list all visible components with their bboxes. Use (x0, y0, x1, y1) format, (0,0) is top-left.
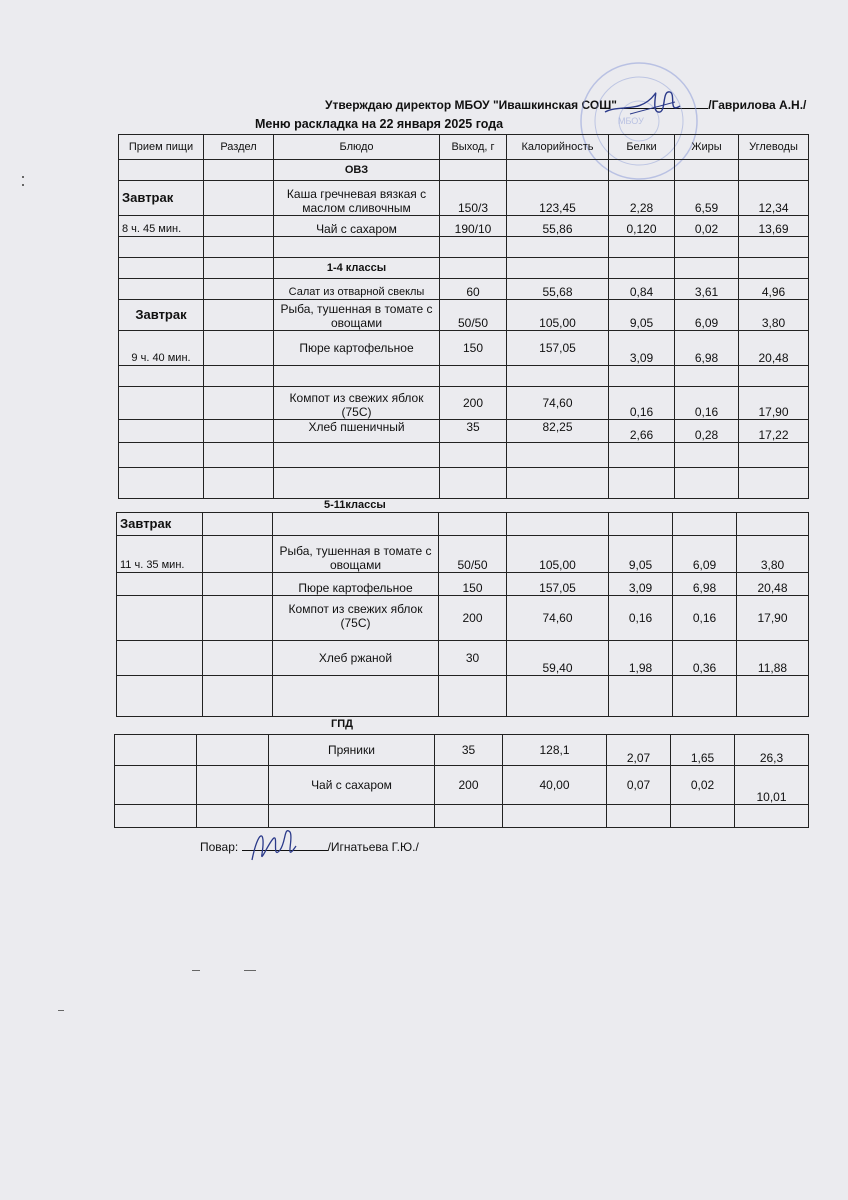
yield-value: 50/50 (439, 536, 507, 573)
menu-title: Меню раскладка на 22 января 2025 года (255, 117, 504, 131)
table-row (117, 573, 809, 596)
section-label-1-4: 1-4 классы (274, 258, 440, 279)
carbs-value: 17,90 (737, 596, 809, 641)
scan-speck (244, 970, 256, 971)
yield-value: 190/10 (440, 216, 507, 237)
carbs-value: 12,34 (739, 181, 809, 216)
empty-row (115, 805, 809, 828)
dish-name: Чай с сахаром (269, 766, 435, 805)
carbs-value: 3,80 (737, 536, 809, 573)
protein-value: 9,05 (609, 536, 673, 573)
empty-row (119, 468, 809, 499)
table-row (119, 300, 809, 331)
kcal-value: 74,60 (507, 596, 609, 641)
dish-name: Пряники (269, 735, 435, 766)
director-name: /Гаврилова А.Н./ (708, 98, 807, 112)
kcal-value: 74,60 (507, 387, 609, 420)
cook-signature (244, 820, 304, 870)
protein-value: 0,16 (609, 596, 673, 641)
col-meal-header: Прием пищи (119, 135, 204, 160)
yield-value: 35 (440, 420, 507, 443)
fat-value: 6,98 (673, 573, 737, 596)
carbs-value: 17,90 (739, 387, 809, 420)
protein-value: 1,98 (609, 641, 673, 676)
scan-speck (58, 1010, 64, 1011)
kcal-value: 82,25 (507, 420, 609, 443)
svg-text:МБОУ: МБОУ (618, 116, 644, 126)
protein-value: 2,66 (609, 420, 675, 443)
dish-name: Пюре картофельное (274, 331, 440, 366)
meal-label: Завтрак (117, 513, 203, 536)
yield-value: 200 (439, 596, 507, 641)
carbs-value: 4,96 (739, 279, 809, 300)
yield-value: 150/3 (440, 181, 507, 216)
fat-value: 6,09 (675, 300, 739, 331)
col-kcal-header: Калорийность (507, 135, 609, 160)
dish-name: Пюре картофельное (273, 573, 439, 596)
kcal-value: 157,05 (507, 331, 609, 366)
approval-text: Утверждаю директор МБОУ "Ивашкинская СОШ" (325, 98, 617, 112)
fat-value: 0,36 (673, 641, 737, 676)
scan-speck (22, 184, 24, 186)
section-label-ovz: ОВЗ (274, 160, 440, 181)
section-label-gpd: ГПД (331, 718, 353, 730)
kcal-value: 105,00 (507, 536, 609, 573)
col-fat-header: Жиры (675, 135, 739, 160)
meal-time: 8 ч. 45 мин. (119, 216, 204, 237)
dish-name: Хлеб пшеничный (274, 420, 440, 443)
table-row (119, 387, 809, 420)
kcal-value: 40,00 (503, 766, 607, 805)
meal-time: 11 ч. 35 мин. (117, 536, 203, 573)
table-row (117, 536, 809, 573)
dish-name: Хлеб ржаной (273, 641, 439, 676)
table-row (117, 513, 809, 536)
yield-value: 50/50 (440, 300, 507, 331)
section-row-1-4 (119, 258, 809, 279)
protein-value: 0,16 (609, 387, 675, 420)
cook-name: /Игнатьева Г.Ю./ (327, 840, 419, 854)
col-carbs-header: Углеводы (739, 135, 809, 160)
approval-line (325, 98, 806, 112)
protein-value: 0,120 (609, 216, 675, 237)
carbs-value: 3,80 (739, 300, 809, 331)
col-yield-header: Выход, г (440, 135, 507, 160)
empty-row (117, 676, 809, 717)
table-row (117, 596, 809, 641)
table-row (119, 181, 809, 216)
yield-value: 200 (435, 766, 503, 805)
fat-value: 6,59 (675, 181, 739, 216)
fat-value: 0,02 (675, 216, 739, 237)
table-row (115, 735, 809, 766)
menu-table-top (118, 134, 809, 499)
fat-value: 0,16 (673, 596, 737, 641)
protein-value: 9,05 (609, 300, 675, 331)
kcal-value: 128,1 (503, 735, 607, 766)
dish-name: Чай с сахаром (274, 216, 440, 237)
dish-name: Рыба, тушенная в томате с овощами (273, 536, 439, 573)
cook-label: Повар: (200, 840, 239, 854)
fat-value: 1,65 (671, 735, 735, 766)
meal-label: Завтрак (119, 181, 204, 216)
empty-row (119, 366, 809, 387)
carbs-value: 11,88 (737, 641, 809, 676)
protein-value: 2,28 (609, 181, 675, 216)
scan-speck (192, 970, 200, 971)
table-row (115, 766, 809, 805)
carbs-value: 13,69 (739, 216, 809, 237)
col-dish-header: Блюдо (274, 135, 440, 160)
carbs-value: 10,01 (735, 766, 809, 805)
carbs-value: 20,48 (739, 331, 809, 366)
meal-time: 9 ч. 40 мин. (119, 331, 204, 366)
carbs-value: 20,48 (737, 573, 809, 596)
protein-value: 2,07 (607, 735, 671, 766)
kcal-value: 157,05 (507, 573, 609, 596)
table-row (119, 331, 809, 366)
dish-name: Компот из свежих яблок (75С) (274, 387, 440, 420)
cook-line (200, 840, 419, 854)
table-row (117, 641, 809, 676)
kcal-value: 55,86 (507, 216, 609, 237)
yield-value: 150 (440, 331, 507, 366)
fat-value: 0,16 (675, 387, 739, 420)
fat-value: 6,98 (675, 331, 739, 366)
fat-value: 0,28 (675, 420, 739, 443)
section-label-5-11: 5-11классы (324, 499, 386, 511)
empty-row (119, 443, 809, 468)
director-signature (600, 84, 690, 124)
col-protein-header: Белки (609, 135, 675, 160)
table-header-row (119, 135, 809, 160)
empty-row (119, 237, 809, 258)
kcal-value: 123,45 (507, 181, 609, 216)
section-row-ovz (119, 160, 809, 181)
table-row (119, 279, 809, 300)
fat-value: 6,09 (673, 536, 737, 573)
table-row (119, 420, 809, 443)
protein-value: 0,84 (609, 279, 675, 300)
yield-value: 150 (439, 573, 507, 596)
protein-value: 3,09 (609, 331, 675, 366)
carbs-value: 26,3 (735, 735, 809, 766)
kcal-value: 105,00 (507, 300, 609, 331)
protein-value: 0,07 (607, 766, 671, 805)
menu-table-gpd (114, 734, 809, 828)
carbs-value: 17,22 (739, 420, 809, 443)
meal-label: Завтрак (119, 300, 204, 331)
table-row (119, 216, 809, 237)
yield-value: 35 (435, 735, 503, 766)
scan-speck (22, 176, 24, 178)
fat-value: 0,02 (671, 766, 735, 805)
kcal-value: 55,68 (507, 279, 609, 300)
dish-name: Каша гречневая вязкая с маслом сливочным (274, 181, 440, 216)
dish-name: Рыба, тушенная в томате с овощами (274, 300, 440, 331)
yield-value: 200 (440, 387, 507, 420)
menu-table-5-11 (116, 512, 809, 717)
protein-value: 3,09 (609, 573, 673, 596)
fat-value: 3,61 (675, 279, 739, 300)
col-section-header: Раздел (204, 135, 274, 160)
yield-value: 60 (440, 279, 507, 300)
dish-name: Компот из свежих яблок (75С) (273, 596, 439, 641)
yield-value: 30 (439, 641, 507, 676)
kcal-value: 59,40 (507, 641, 609, 676)
dish-name: Салат из отварной свеклы (274, 279, 440, 300)
